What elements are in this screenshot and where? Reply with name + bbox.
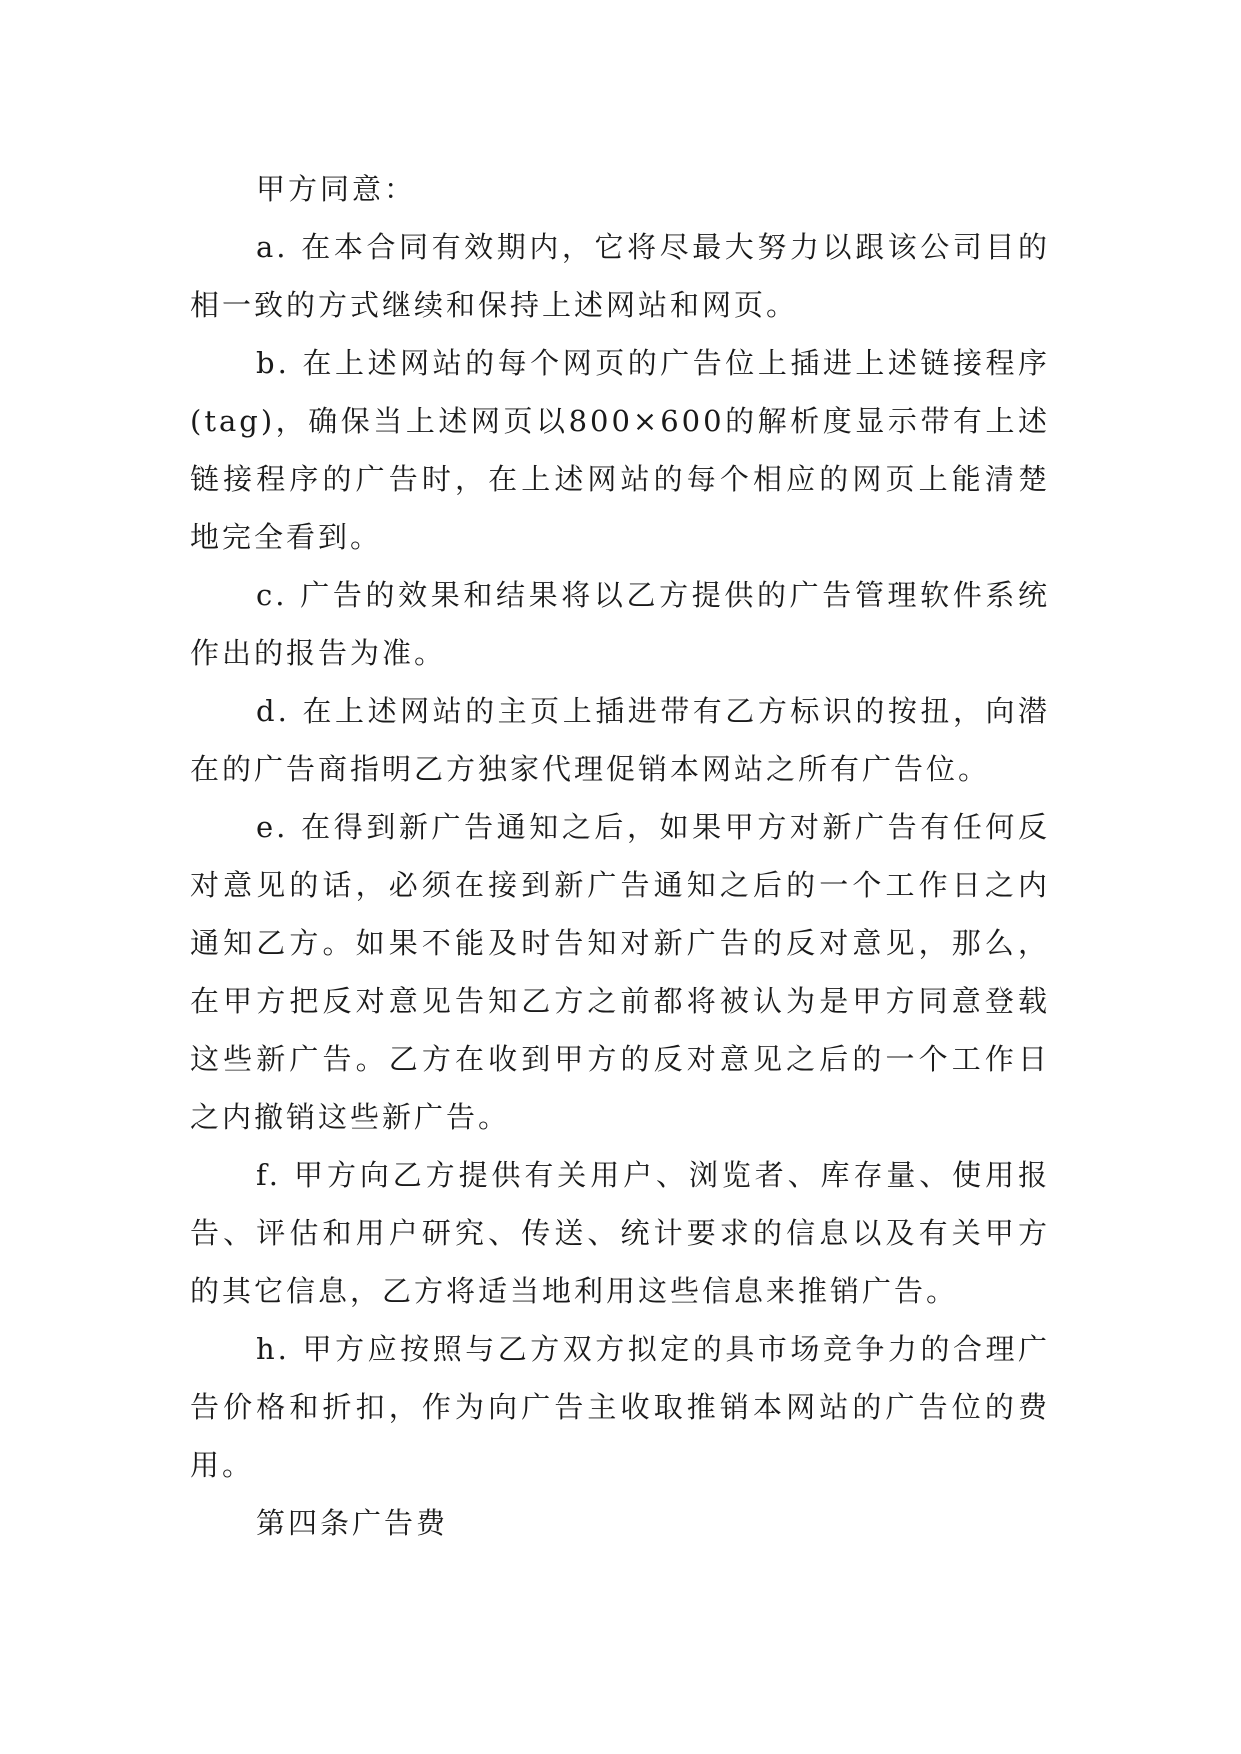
paragraph-clause-c: c. 广告的效果和结果将以乙方提供的广告管理软件系统作出的报告为准。 [190,578,1050,670]
document-body [190,160,1050,1552]
paragraph-clause-a: a. 在本合同有效期内，它将尽最大努力以跟该公司目的相一致的方式继续和保持上述网站和网页。 [190,230,1050,322]
paragraph-clause-f: f. 甲方向乙方提供有关用户、浏览者、库存量、使用报告、评估和用户研究、传送、统计要求的信息以及有关甲方的其它信息，乙方将适当地利用这些信息来推销广告。 [190,1158,1050,1308]
paragraph-clause-b: b. 在上述网站的每个网页的广告位上插进上述链接程序(tag)，确保当上述网页以800×600的解析度显示带有上述链接程序的广告时，在上述网站的每个相应的网页上能清楚地完全看到。 [190,346,1050,554]
paragraph-clause-d: d. 在上述网站的主页上插进带有乙方标识的按扭，向潜在的广告商指明乙方独家代理促销本网站之所有广告位。 [190,694,1050,786]
paragraph-clause-h: h. 甲方应按照与乙方双方拟定的具市场竞争力的合理广告价格和折扣，作为向广告主收取推销本网站的广告位的费用。 [190,1332,1050,1482]
paragraph-clause-e: e. 在得到新广告通知之后，如果甲方对新广告有任何反对意见的话，必须在接到新广告通知之后的一个工作日之内通知乙方。如果不能及时告知对新广告的反对意见，那么，在甲方把反对意见告知乙方之前都将被认为是甲方同意登载这些新广告。乙方在收到甲方的反对意见之后的一个工作日之内撤销这些新广告。 [190,810,1050,1134]
section-heading: 第四条广告费 [256,1506,449,1540]
paragraph-intro: 甲方同意： [256,172,417,206]
